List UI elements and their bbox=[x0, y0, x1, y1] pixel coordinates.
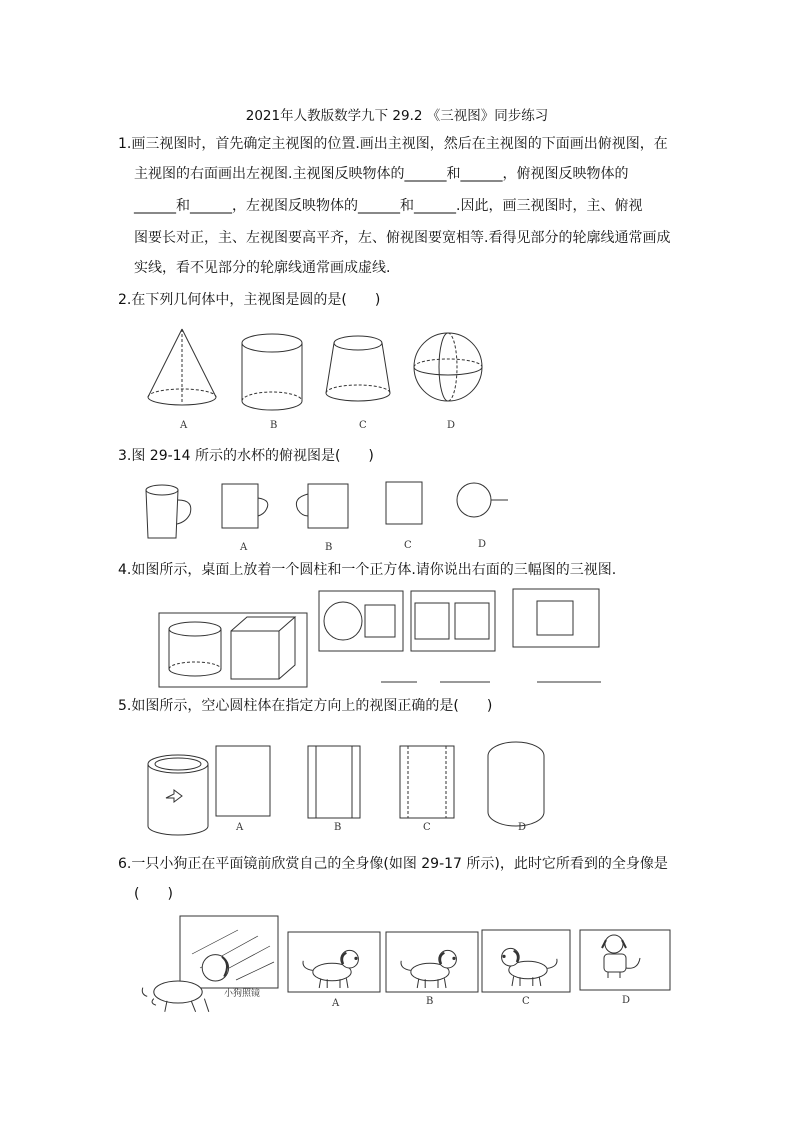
q4-text: 4.如图所示，桌面上放着一个圆柱和一个正方体.请你说出右面的三幅图的三视图. bbox=[118, 562, 617, 578]
mirror-label: 小狗照镜 bbox=[224, 989, 261, 999]
q3-label-c: C bbox=[404, 540, 412, 551]
q4-views-figure bbox=[155, 585, 615, 690]
q5-text: 5.如图所示，空心圆柱体在指定方向上的视图正确的是( ) bbox=[118, 698, 493, 714]
q3-text: 3.图 29-14 所示的水杯的俯视图是( ) bbox=[118, 448, 374, 464]
cone-shape bbox=[148, 329, 216, 405]
q6-label-c: C bbox=[522, 996, 530, 1007]
q2-label-d: D bbox=[447, 420, 456, 431]
option-a-view bbox=[216, 746, 270, 816]
sphere-shape bbox=[414, 333, 482, 401]
q5-label-d: D bbox=[518, 822, 527, 833]
q6-line-2: ( ) bbox=[134, 886, 173, 902]
q3-label-d: D bbox=[478, 539, 487, 550]
q2-text: 2.在下列几何体中，主视图是圆的是( ) bbox=[118, 292, 381, 308]
option-c-view bbox=[482, 930, 570, 992]
q2-label-a: A bbox=[180, 420, 188, 431]
view-1 bbox=[319, 591, 403, 651]
q5-label-a: A bbox=[236, 822, 244, 833]
option-b-view bbox=[308, 746, 360, 818]
q1-line-3: ______和______，左视图反映物体的______和______.因此，画三视图时，主、俯视 bbox=[134, 198, 643, 214]
q3-label-a: A bbox=[240, 542, 248, 553]
option-d-view bbox=[488, 742, 544, 826]
q6-label-d: D bbox=[622, 995, 631, 1006]
option-b-view bbox=[296, 484, 348, 528]
hollow-cylinder-shape bbox=[148, 755, 208, 835]
q2-label-b: B bbox=[270, 420, 278, 431]
q5-label-c: C bbox=[423, 822, 431, 833]
view-3 bbox=[513, 589, 599, 647]
q1-line-5: 实线，看不见部分的轮廓线通常画成虚线. bbox=[134, 260, 391, 276]
dog-icon bbox=[142, 955, 228, 1012]
option-b-view bbox=[386, 932, 478, 992]
q1-line-4: 图要长对正，主、左视图要高平齐，左、俯视图要宽相等.看得见部分的轮廓线通常画成 bbox=[134, 230, 671, 246]
option-c-view bbox=[386, 482, 422, 524]
option-c-view bbox=[400, 746, 454, 818]
view-2 bbox=[411, 591, 495, 651]
q6-label-a: A bbox=[332, 998, 340, 1009]
cylinder-cube-scene bbox=[159, 613, 307, 687]
q3-label-b: B bbox=[325, 542, 333, 553]
option-a-view bbox=[222, 484, 268, 528]
mug-shape bbox=[146, 485, 191, 538]
page-title: 2021年人教版数学九下 29.2 《三视图》同步练习 bbox=[245, 108, 549, 124]
cylinder-shape bbox=[242, 334, 302, 410]
q2-label-c: C bbox=[359, 420, 367, 431]
q1-line-1: 1.画三视图时，首先确定主视图的位置.画出主视图，然后在主视图的下面画出俯视图，在 bbox=[118, 136, 668, 152]
arrow-icon bbox=[166, 790, 182, 802]
q2-solids-figure bbox=[140, 325, 500, 415]
option-d-view bbox=[580, 930, 670, 990]
q6-line-1: 6.一只小狗正在平面镜前欣赏自己的全身像(如图 29-17 所示)，此时它所看到的全身像是 bbox=[118, 856, 668, 872]
frustum-shape bbox=[326, 336, 390, 401]
q3-cups-figure bbox=[140, 478, 520, 543]
q5-hollow-cylinder-figure bbox=[140, 738, 550, 838]
q5-label-b: B bbox=[334, 822, 342, 833]
option-d-view bbox=[457, 483, 508, 517]
q1-line-2: 主视图的右面画出左视图.主视图反映物体的______和______，俯视图反映物体的 bbox=[134, 166, 629, 182]
option-a-view bbox=[288, 932, 380, 992]
q6-label-b: B bbox=[426, 996, 434, 1007]
